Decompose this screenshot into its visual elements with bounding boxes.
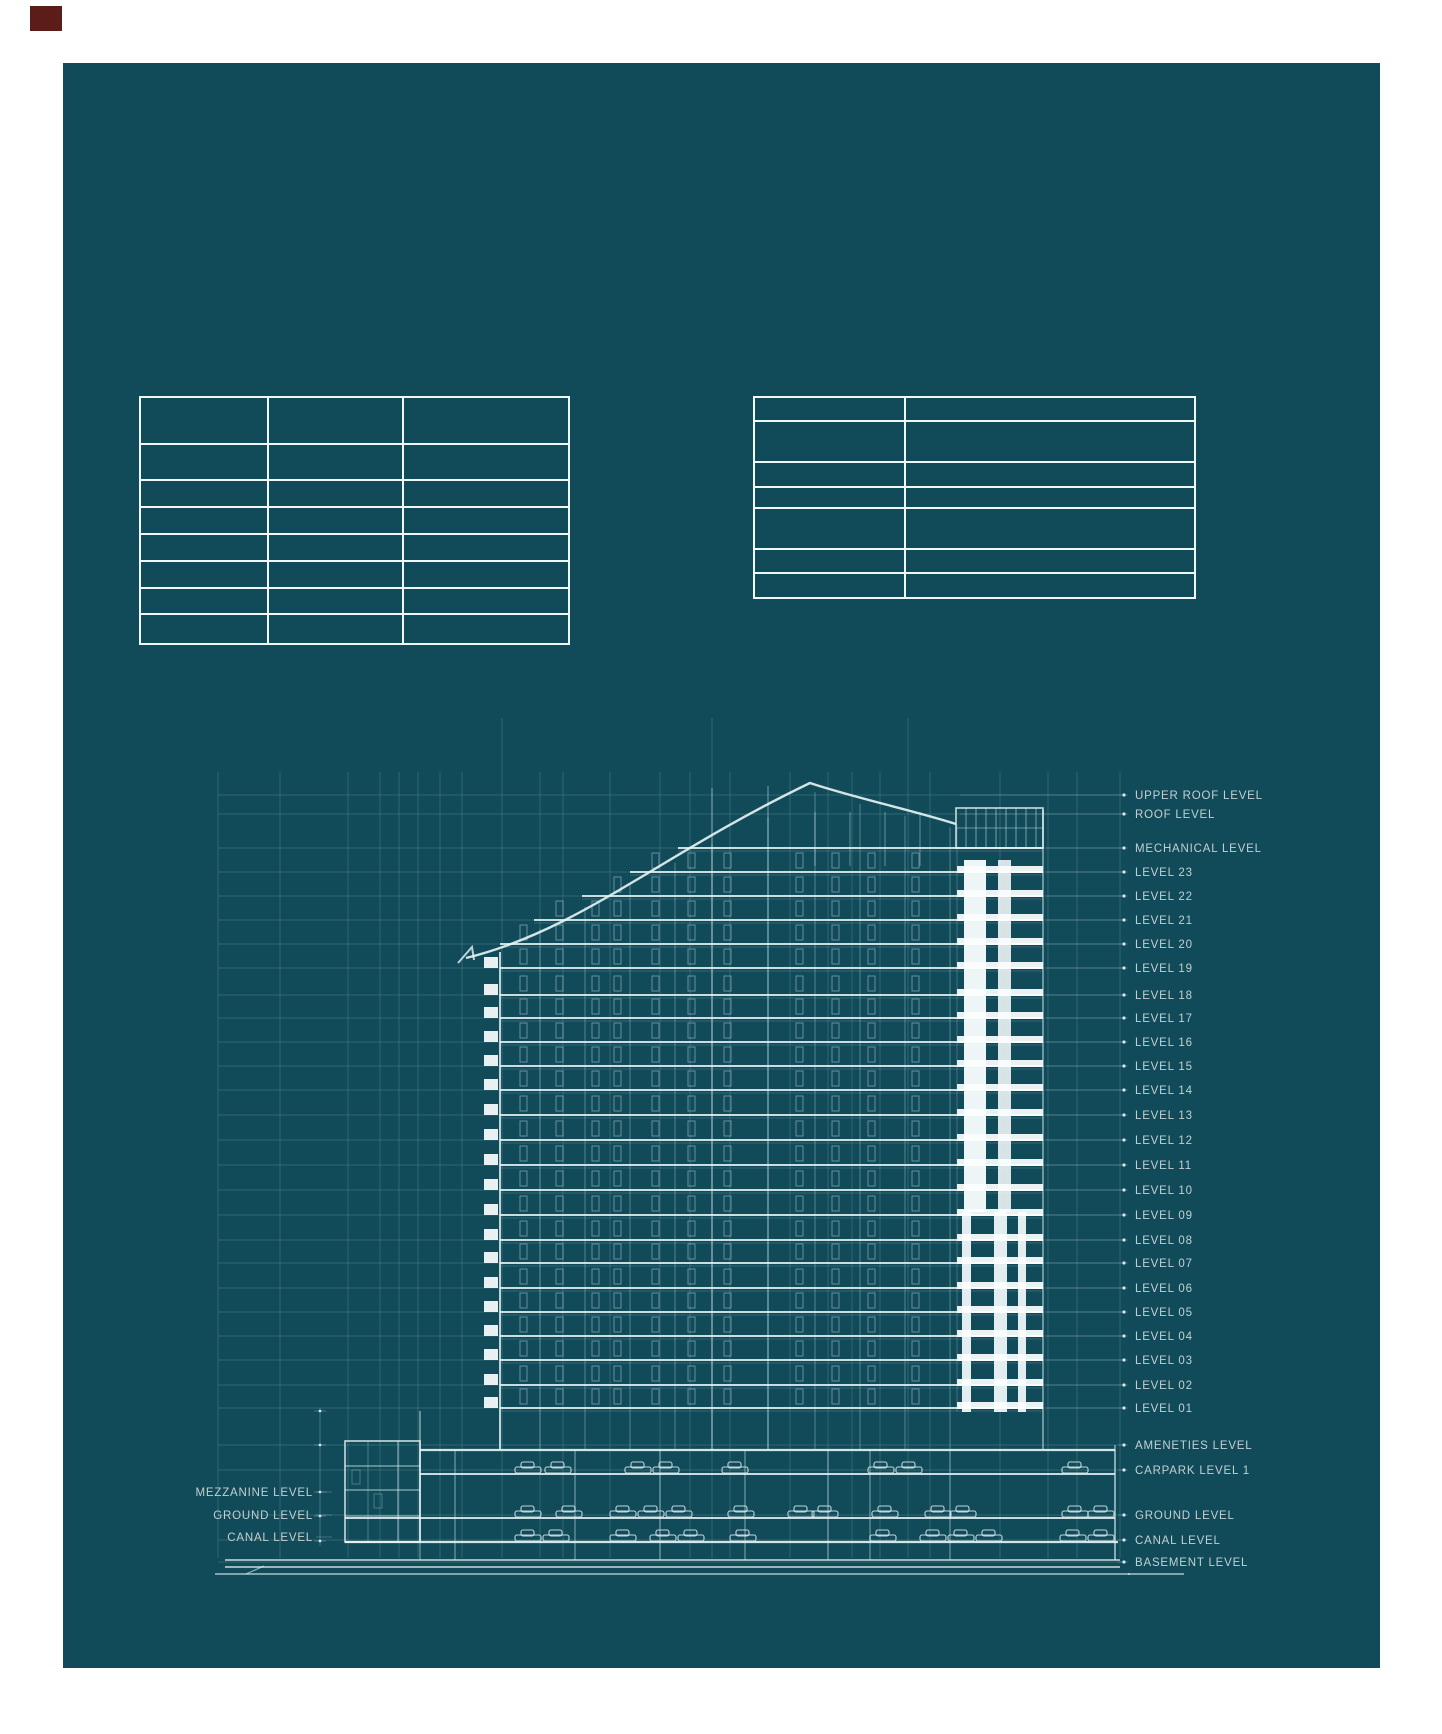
table-cell [755,574,906,597]
table-row [141,398,568,445]
table-cell [906,398,1194,420]
table-cell [755,509,906,548]
table-row [755,463,1194,488]
building-outline [458,783,1043,1450]
table-cell [404,508,568,533]
table-cell [755,422,906,461]
level-label-right: LEVEL 09 [1135,1210,1193,1222]
table-cell [906,574,1194,597]
table-row [141,615,568,643]
level-label-right: CANAL LEVEL [1135,1535,1221,1547]
level-label-right: LEVEL 14 [1135,1085,1193,1097]
table-cell [755,463,906,486]
level-label-right: LEVEL 08 [1135,1235,1193,1247]
table-cell [269,615,404,643]
podium-carpark [215,1408,1130,1574]
table-row [755,509,1194,550]
level-label-right: LEVEL 07 [1135,1258,1193,1270]
table-cell [269,562,404,587]
level-label-right: LEVEL 04 [1135,1331,1193,1343]
level-label-left: GROUND LEVEL [213,1510,313,1522]
level-label-right: LEVEL 06 [1135,1283,1193,1295]
level-label-right: LEVEL 21 [1135,915,1193,927]
floor-slabs [500,848,1043,1411]
table-row [141,508,568,535]
level-label-right: AMENETIES LEVEL [1135,1440,1253,1452]
table-cell [404,481,568,506]
table-row [755,422,1194,463]
table-cell [141,562,269,587]
level-label-right: UPPER ROOF LEVEL [1135,790,1263,802]
table-cell [141,589,269,613]
level-label-right: MECHANICAL LEVEL [1135,843,1262,855]
table-cell [906,488,1194,507]
level-label-right: LEVEL 13 [1135,1110,1193,1122]
level-label-right: LEVEL 23 [1135,867,1193,879]
table-cell [404,562,568,587]
level-label-right: GROUND LEVEL [1135,1510,1235,1522]
level-label-right: LEVEL 17 [1135,1013,1193,1025]
level-label-right: LEVEL 18 [1135,990,1193,1002]
table-row [141,481,568,508]
table-cell [755,488,906,507]
level-label-left: MEZZANINE LEVEL [195,1487,313,1499]
table-row [755,550,1194,574]
table-row [141,589,568,615]
table-cell [269,445,404,479]
schedule-table-right [753,396,1196,599]
schedule-table-left [139,396,570,645]
level-label-right: LEVEL 16 [1135,1037,1193,1049]
level-label-right: LEVEL 12 [1135,1135,1193,1147]
table-cell [404,398,568,443]
leader-lines [316,793,1184,1574]
table-cell [906,509,1194,548]
table-cell [404,615,568,643]
table-cell [269,508,404,533]
level-label-left: CANAL LEVEL [227,1532,313,1544]
table-cell [141,508,269,533]
table-cell [404,589,568,613]
table-row [141,535,568,562]
level-label-right: LEVEL 19 [1135,963,1193,975]
table-cell [141,398,269,443]
level-label-right: ROOF LEVEL [1135,809,1216,821]
table-cell [269,535,404,560]
level-label-right: BASEMENT LEVEL [1135,1557,1249,1569]
level-label-right: CARPARK LEVEL 1 [1135,1465,1250,1477]
table-cell [906,550,1194,572]
table-cell [141,535,269,560]
table-cell [755,398,906,420]
table-cell [906,463,1194,486]
level-label-right: LEVEL 10 [1135,1185,1193,1197]
table-row [755,398,1194,422]
table-row [755,488,1194,509]
level-label-right: LEVEL 20 [1135,939,1193,951]
table-cell [141,481,269,506]
level-label-right: LEVEL 03 [1135,1355,1193,1367]
table-cell [906,422,1194,461]
table-cell [141,445,269,479]
table-cell [404,445,568,479]
table-row [141,562,568,589]
level-labels [196,790,1263,1569]
level-label-right: LEVEL 02 [1135,1380,1193,1392]
level-label-right: LEVEL 05 [1135,1307,1193,1319]
level-label-right: LEVEL 22 [1135,891,1193,903]
window-texture [484,853,919,1408]
table-cell [269,481,404,506]
table-cell [269,589,404,613]
level-label-right: LEVEL 11 [1135,1160,1192,1172]
level-label-right: LEVEL 15 [1135,1061,1193,1073]
table-cell [141,615,269,643]
table-cell [755,550,906,572]
level-label-right: LEVEL 01 [1135,1403,1193,1415]
table-row [755,574,1194,597]
table-cell [269,398,404,443]
table-row [141,445,568,481]
table-cell [404,535,568,560]
